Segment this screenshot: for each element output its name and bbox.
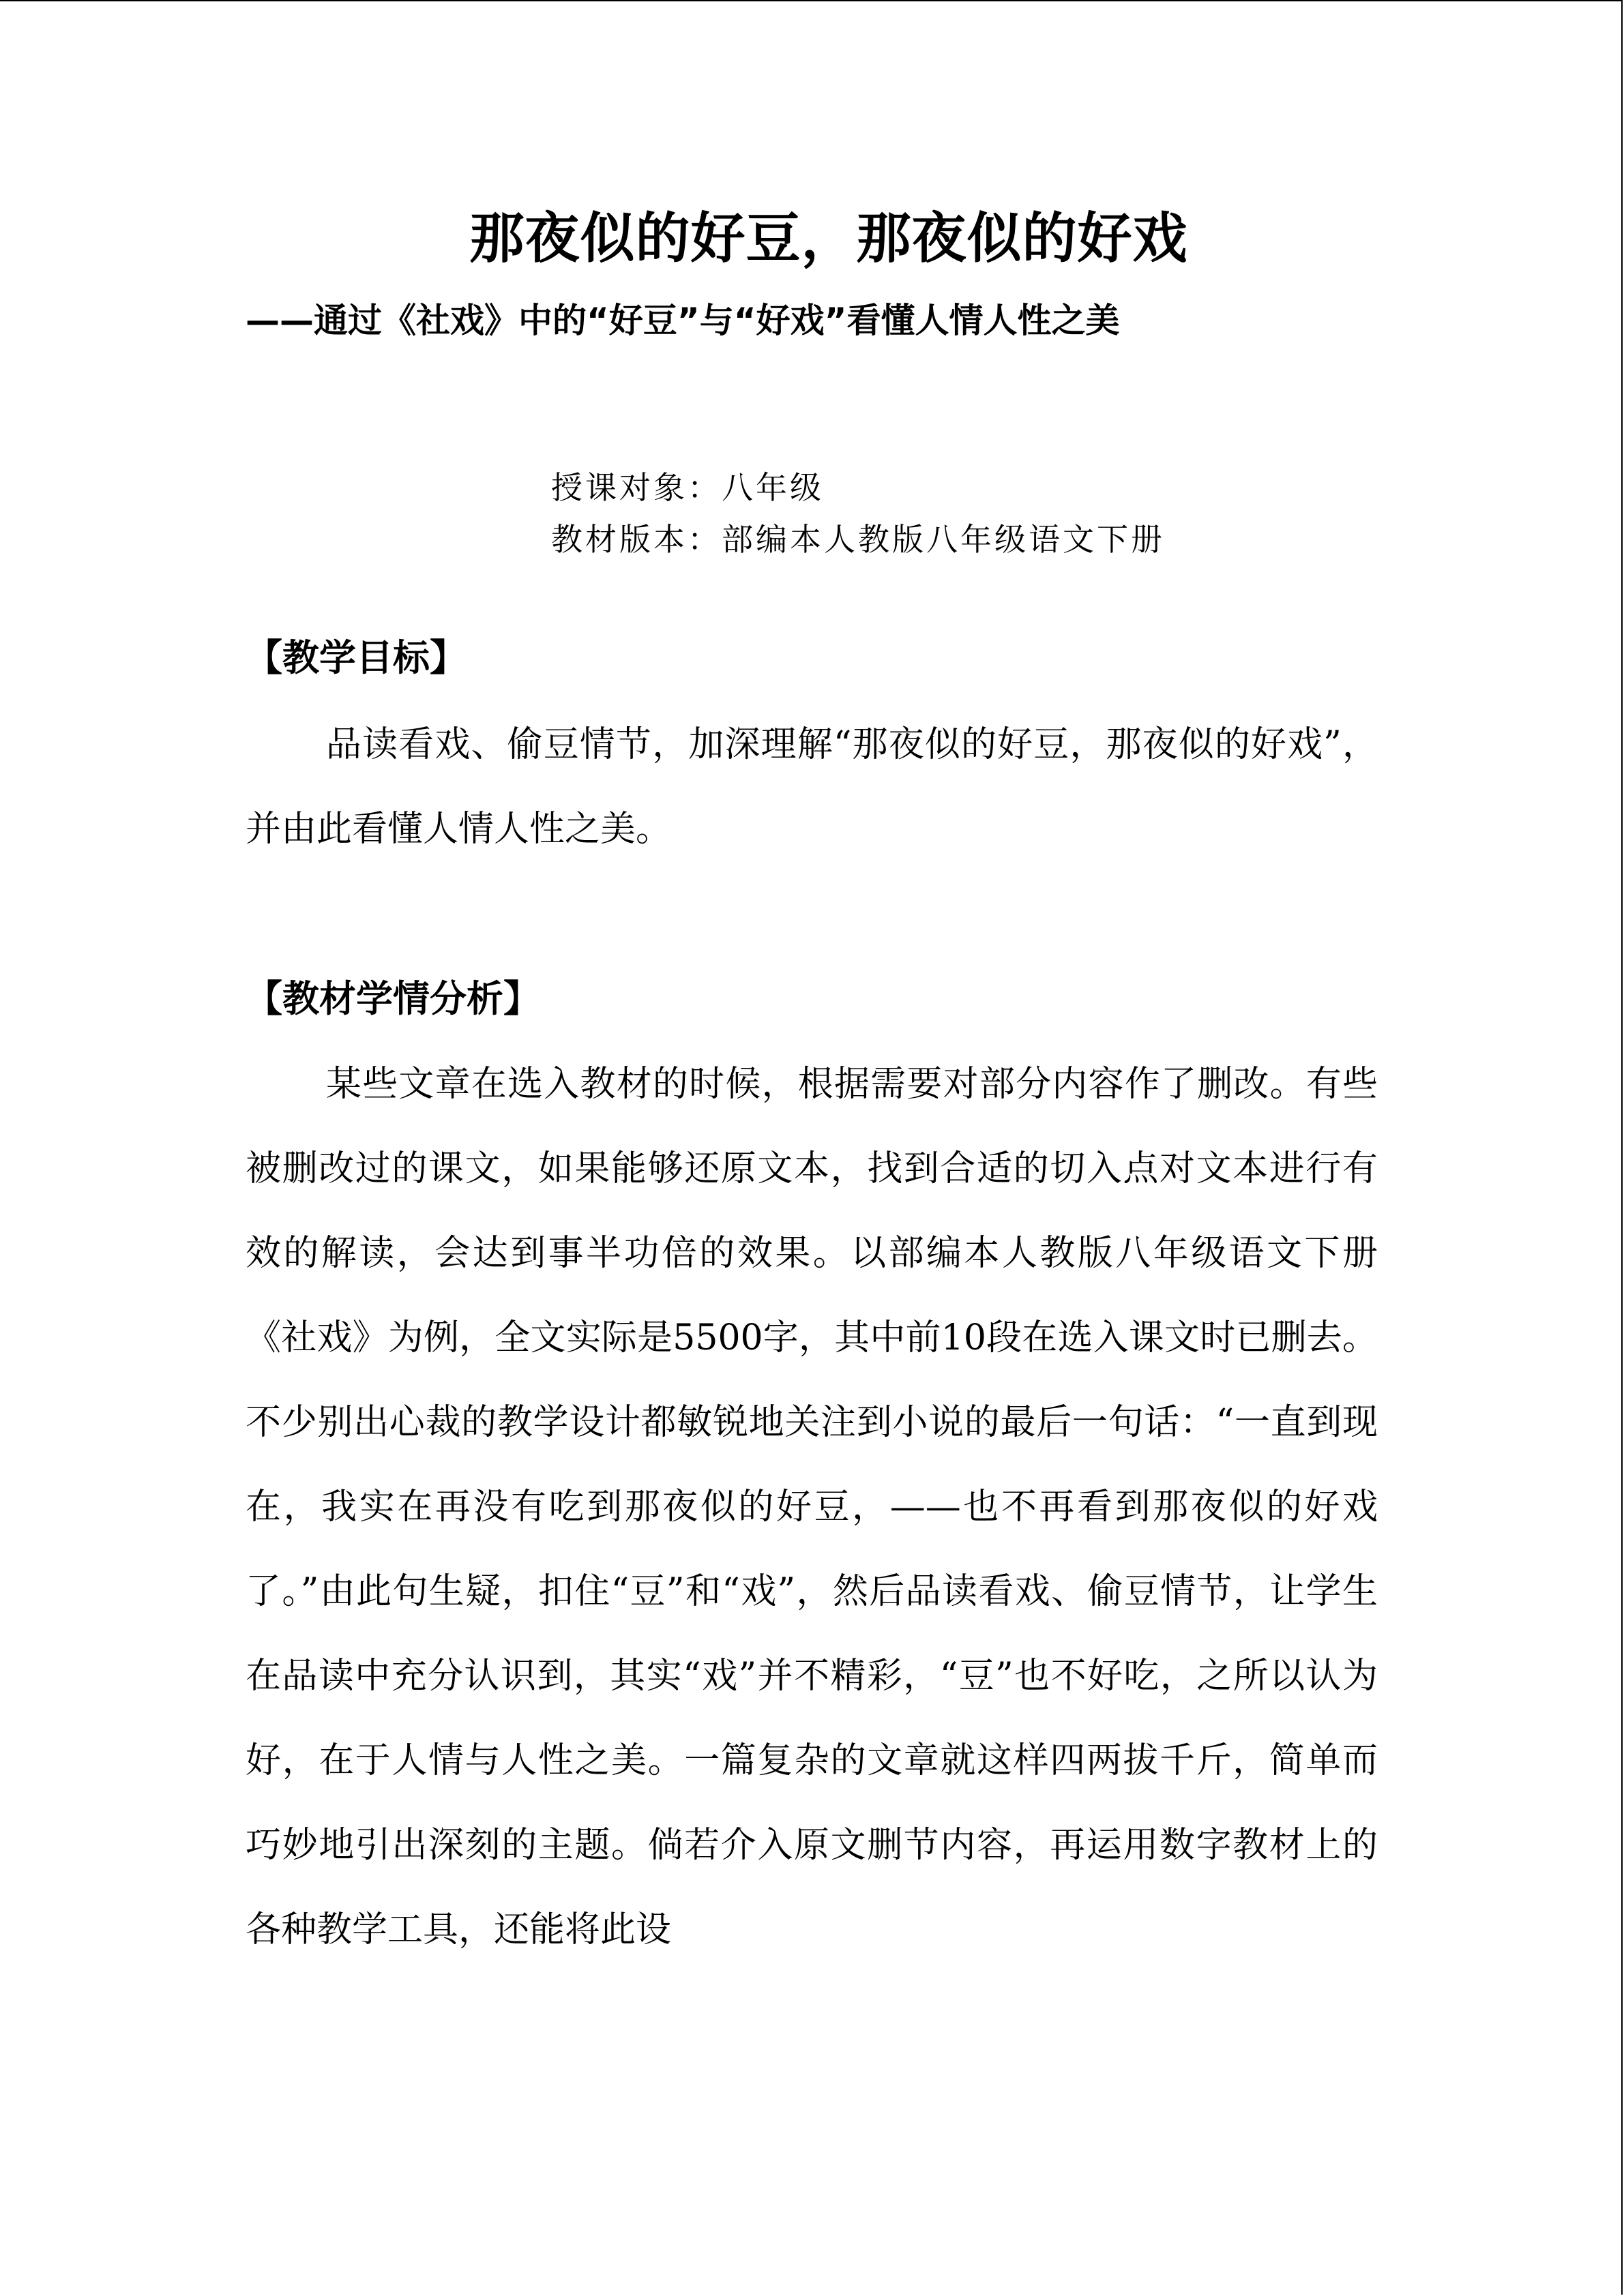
- teaching-goal-paragraph: 品读看戏、偷豆情节，加深理解“那夜似的好豆，那夜似的好戏”，并由此看懂人情人性之美。: [246, 724, 1378, 850]
- teaching-audience: 授课对象：八年级: [551, 469, 824, 506]
- section-heading-teaching-goal: 【教学目标】: [246, 636, 467, 679]
- material-analysis-paragraph: 某些文章在选入教材的时候，根据需要对部分内容作了删改。有些被删改过的课文，如果能够还原文本，找到合适的切入点对文本进行有效的解读，会达到事半功倍的效果。以部编本人教版八年级语文下册《社戏》为例，全文实际是5500字，其中前10段在选入课文时已删去。不少别出心裁的教学设计都敏锐地关注到小说的最后一句话：“一直到现在，我实在再没有吃到那夜似的好豆，——也不再看到那夜似的好戏了。”由此句生疑，扣住“豆”和“戏”，然后品读看戏、偷豆情节，让学生在品读中充分认识到，其实“戏”并不精彩，“豆”也不好吃，之所以认为好，在于人情与人性之美。一篇复杂的文章就这样四两拔千斤，简单而巧妙地引出深刻的主题。倘若介入原文删节内容，再运用数字教材上的各种教学工具，还能将此设: [246, 1064, 1378, 1950]
- page-title: 那夜似的好豆，那夜似的好戏: [469, 207, 1188, 270]
- textbook-edition: 教材版本：部编本人教版八年级语文下册: [551, 521, 1165, 558]
- section-heading-material-analysis: 【教材学情分析】: [246, 977, 540, 1020]
- page-subtitle: ——通过《社戏》中的“好豆”与“好戏”看懂人情人性之美: [246, 301, 1120, 340]
